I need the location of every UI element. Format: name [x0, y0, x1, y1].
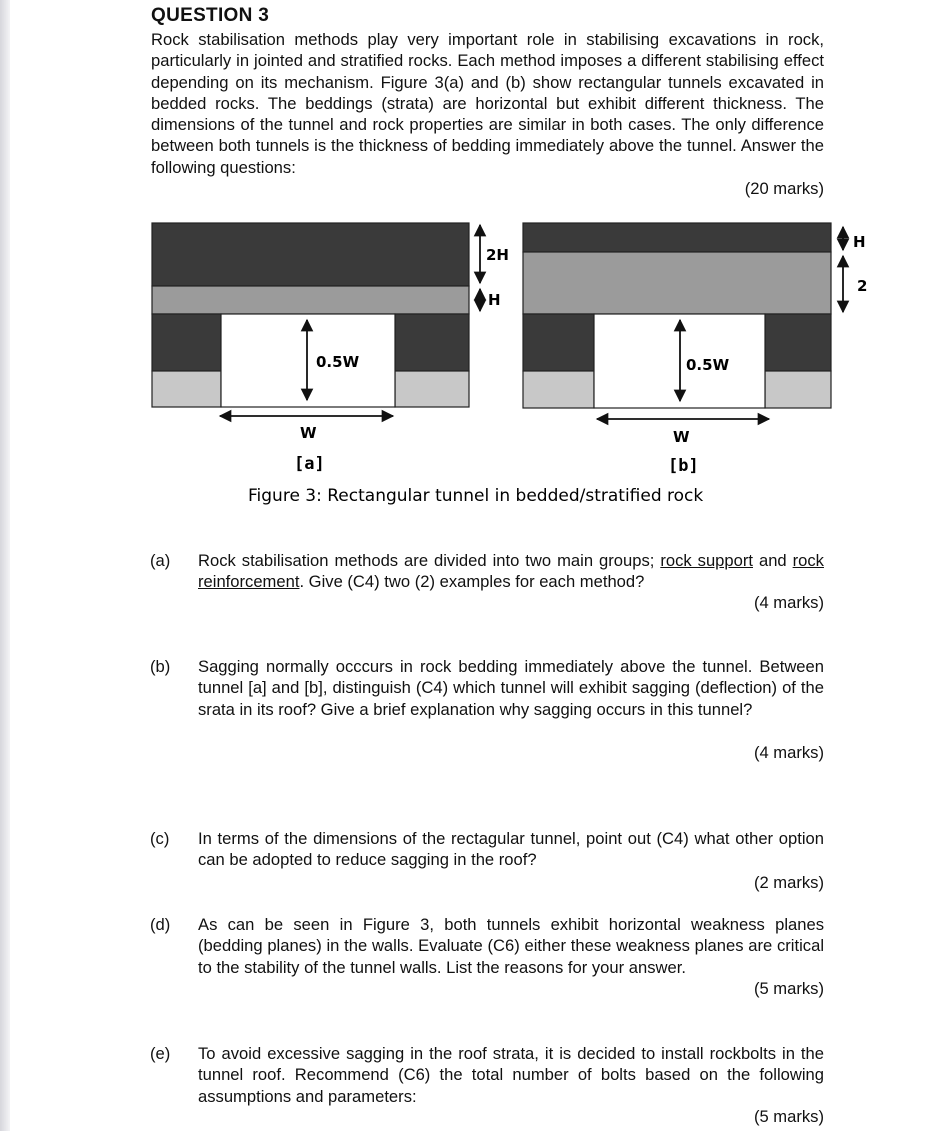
b-right-wall-dark: [765, 314, 831, 371]
question-marks: (20 marks): [744, 179, 824, 198]
a-left-wall-light: [152, 371, 221, 407]
part-a-marks: (4 marks): [753, 593, 824, 612]
part-e-letter: (e): [150, 1044, 171, 1063]
tunnel-b-diagram: [523, 223, 867, 476]
b-roof-thick-stratum: [523, 252, 831, 314]
figure-caption: Figure 3: Rectangular tunnel in bedded/stratified rock: [248, 486, 704, 506]
b-figure-tag: [b]: [668, 456, 699, 476]
a-h-label: H: [488, 291, 501, 309]
b-right-wall-light: [765, 371, 831, 408]
part-a-letter: (a): [150, 551, 171, 570]
b-h-label: H: [853, 233, 866, 251]
part-c-text: In terms of the dimensions of the rectagular tunnel, point out (C4) what other option can be adopted to reduce sagging in the roof?: [198, 829, 824, 870]
part-d-marks: (5 marks): [753, 979, 824, 998]
b-left-wall-light: [523, 371, 594, 408]
tunnel-a-diagram: [152, 223, 509, 474]
part-a: [150, 550, 824, 593]
a-right-wall-dark: [395, 314, 469, 371]
b-tunnel-height-label: 0.5W: [686, 356, 730, 374]
part-d: [150, 914, 824, 978]
a-tunnel-opening: [221, 314, 395, 407]
rock-support-term: rock support: [660, 551, 753, 570]
a-left-wall-dark: [152, 314, 221, 371]
part-a-text: Rock stabilisation methods are divided into two main groups; rock support and rock reinforcement. Give (C4) two (2) examples for each method?: [198, 551, 824, 592]
b-2-label: 2: [857, 277, 868, 295]
b-left-wall-dark: [523, 314, 594, 371]
part-e: [150, 1043, 824, 1107]
part-c-letter: (c): [150, 829, 170, 848]
a-2h-label: 2H: [486, 246, 509, 264]
part-c-marks: (2 marks): [753, 873, 824, 892]
part-b-text: Sagging normally occcurs in rock bedding immediately above the tunnel. Between tunnel [a] and [b], distinguish (C4) which tunnel will exhibit sagging (deflection) of the srata in its roof? Give a brief explanation why sagging occurs in this tunnel?: [198, 657, 824, 719]
a-roof-thin-stratum: [152, 286, 469, 314]
rock-reinforcement-term: rock reinforcement: [198, 551, 824, 592]
part-e-marks: (5 marks): [753, 1107, 824, 1126]
part-c: [150, 828, 824, 871]
a-figure-tag: [a]: [294, 454, 325, 474]
question-intro: Rock stabilisation methods play very important role in stabilising excavations in rock, particularly in jointed and stratified rocks. Each method imposes a different stabilising effect depending on its mechanism. Figure 3(a) and (b) show rectangular tunnels excavated in bedded rocks. The beddings (strata) are horizontal but exhibit different thickness. The dimensions of the tunnel and rock properties are similar in both cases. The only difference between both tunnels is the thickness of bedding immediately above the tunnel. Answer the following questions:: [151, 30, 824, 177]
a-width-label: W: [300, 424, 317, 442]
part-b: [150, 656, 824, 720]
a-right-wall-light: [395, 371, 469, 407]
part-d-text: As can be seen in Figure 3, both tunnels exhibit horizontal weakness planes (bedding planes) in the walls. Evaluate (C6) either these weakness planes are critical to the stability of the tunnel walls. List the reasons for your answer.: [198, 915, 824, 977]
b-roof-thin-stratum: [523, 223, 831, 252]
b-width-label: W: [673, 428, 690, 446]
a-roof-thick-stratum: [152, 223, 469, 286]
part-b-marks: (4 marks): [753, 743, 824, 762]
part-b-letter: (b): [150, 657, 171, 676]
a-tunnel-height-label: 0.5W: [316, 353, 360, 371]
figure-3: [0, 0, 936, 520]
part-e-text: To avoid excessive sagging in the roof strata, it is decided to install rockbolts in the tunnel roof. Recommend (C6) the total number of bolts based on the following assumptions and parameters:: [198, 1044, 824, 1106]
question-title: QUESTION 3: [151, 5, 270, 26]
part-d-letter: (d): [150, 915, 171, 934]
